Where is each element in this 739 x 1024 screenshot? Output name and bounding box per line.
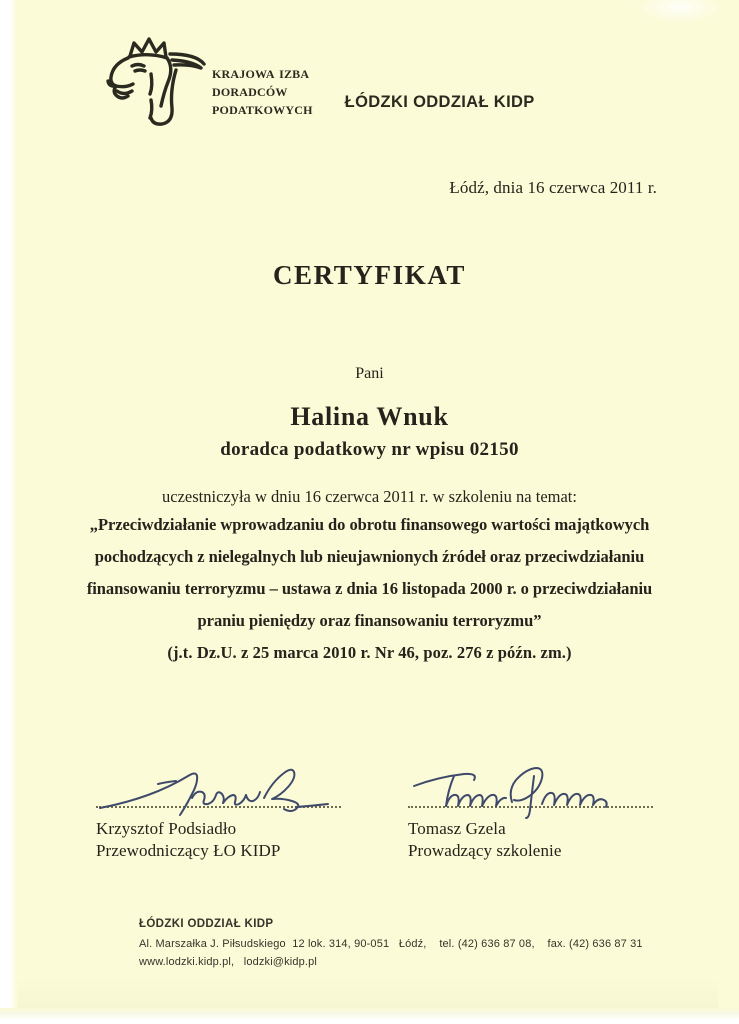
training-topic-line: „Przeciwdziałanie wprowadzaniu do obrotu finansowego wartości majątkowych	[89, 515, 650, 534]
kidp-logo	[104, 34, 313, 130]
organization-line-2: doradców	[212, 81, 288, 101]
branch-title: ŁÓDZKI ODDZIAŁ KIDP	[344, 92, 535, 111]
organization-line-1: krajowa izba	[212, 63, 310, 83]
recipient-role: doradca podatkowy nr wpisu 02150	[220, 439, 519, 460]
signatory-role: Przewodniczący ŁO KIDP	[96, 841, 281, 861]
scan-blotch	[635, 0, 725, 24]
signatory-role: Prowadzący szkolenie	[408, 841, 562, 861]
participation-statement: uczestniczyła w dniu 16 czerwca 2011 r. w szkoleniu na temat:	[162, 487, 577, 506]
place-and-date: Łódź, dnia 16 czerwca 2011 r.	[449, 178, 657, 197]
signature-row	[0, 762, 739, 882]
handwritten-signature-icon	[408, 762, 658, 818]
organization-name	[212, 46, 313, 117]
salutation: Pani	[355, 365, 384, 382]
footer-address: Al. Marszałka J. Piłsudskiego 12 lok. 314, 90-051 Łódź, tel. (42) 636 87 08, fax. (42) 636 87 31	[139, 938, 643, 950]
training-topic-line: pochodzących z nielegalnych lub nieujawnionych źródeł oraz przeciwdziałaniu	[94, 547, 645, 566]
training-topic	[50, 515, 689, 675]
training-topic-line: finansowaniu terroryzmu – ustawa z dnia 16 listopada 2000 r. o przeciwdziałaniu	[86, 579, 653, 598]
signature-block-chairman	[96, 762, 356, 863]
scan-edge-bottom	[0, 1008, 739, 1024]
crowned-eagle-head-icon	[104, 34, 208, 130]
signature-area	[408, 762, 668, 818]
footer-contact: www.lodzki.kidp.pl, lodzki@kidp.pl	[139, 956, 317, 969]
handwritten-signature-icon	[96, 762, 346, 818]
footer-title: ŁÓDZKI ODDZIAŁ KIDP	[139, 918, 274, 930]
signatory-name: Tomasz Gzela	[408, 819, 506, 838]
recipient-name: Halina Wnuk	[290, 402, 449, 431]
footer	[139, 918, 699, 971]
organization-line-3: podatkowych	[212, 98, 313, 118]
signature-block-trainer	[408, 762, 668, 863]
scan-shade	[18, 978, 718, 1008]
training-topic-line: praniu pieniędzy oraz finansowaniu terroryzmu”	[197, 611, 542, 630]
certificate-header	[0, 34, 739, 130]
page-title: CERTYFIKAT	[272, 260, 467, 290]
signatory-name: Krzysztof Podsiadło	[96, 819, 237, 838]
signature-area	[96, 762, 356, 818]
legal-reference: (j.t. Dz.U. z 25 marca 2010 r. Nr 46, poz. 276 z późn. zm.)	[167, 643, 572, 662]
